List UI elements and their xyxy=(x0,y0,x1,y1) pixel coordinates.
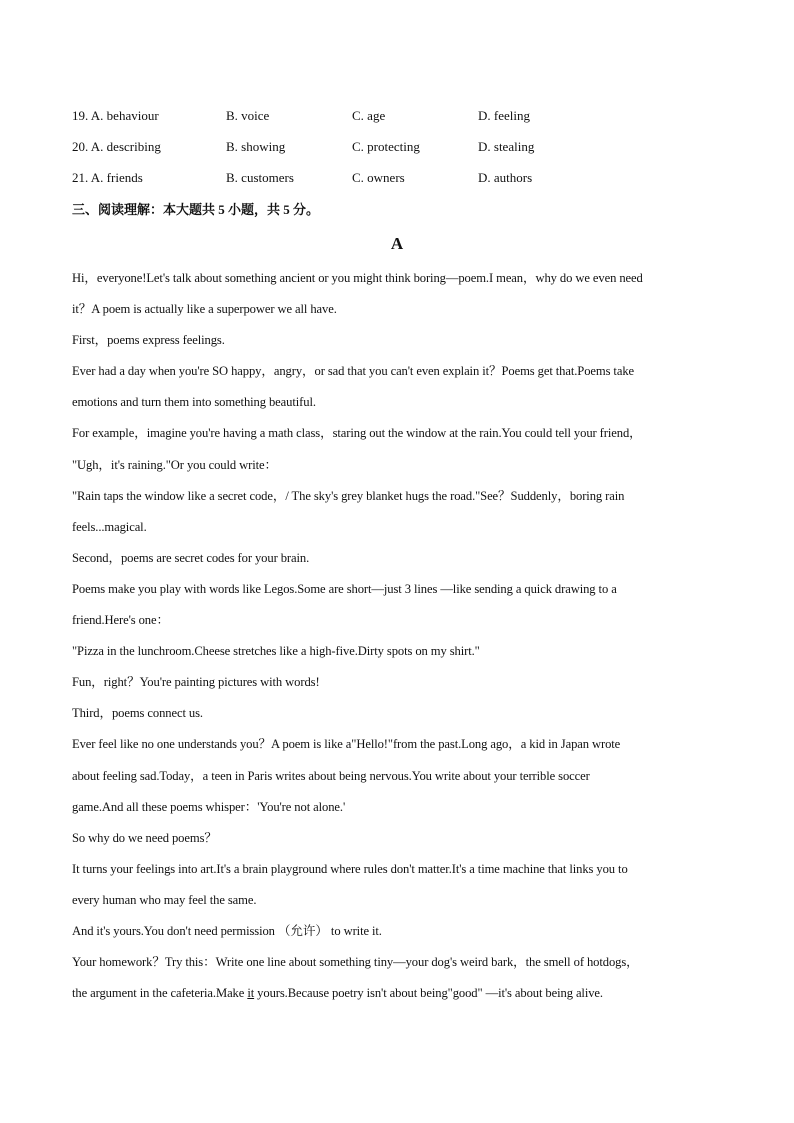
option-c: C. age xyxy=(352,107,386,123)
passage-body xyxy=(72,263,722,1009)
option-a: 19. A. behaviour xyxy=(72,107,159,123)
passage-line: every human who may feel the same. xyxy=(72,892,257,907)
question-20-options xyxy=(72,131,722,162)
passage-line: it？A poem is actually like a superpower we all have. xyxy=(72,302,337,317)
line-text-before: the argument in the cafeteria.Make xyxy=(72,986,248,1001)
passage-line: game.And all these poems whisper：'You're not alone.' xyxy=(72,799,346,814)
section-heading: 三、阅读理解：本大题共 5 小题，共 5 分。 xyxy=(72,202,320,217)
passage-line: Second，poems are secret codes for your brain. xyxy=(72,550,310,565)
passage-line: Fun，right？You're painting pictures with words! xyxy=(72,675,320,690)
passage-line: For example，imagine you're having a math class，staring out the window at the rain.You could tell your friend， xyxy=(72,426,642,441)
line-text-after: yours.Because poetry isn't about being"good" —it's about being alive. xyxy=(254,986,603,1001)
passage-line: Your homework？Try this：Write one line about something tiny—your dog's weird bark，the smell of hotdogs， xyxy=(72,955,639,970)
option-a: 20. A. describing xyxy=(72,138,161,154)
passage-line: First，poems express feelings. xyxy=(72,333,225,348)
passage-line: It turns your feelings into art.It's a brain playground where rules don't matter.It's a time machine that links you to xyxy=(72,861,628,876)
passage-line: And it's yours.You don't need permission （允许） to write it. xyxy=(72,923,382,938)
passage-line: Ever had a day when you're SO happy，angry，or sad that you can't even explain it？Poems get that.Poems take xyxy=(72,364,635,379)
passage-line: Third，poems connect us. xyxy=(72,706,203,721)
option-a: 21. A. friends xyxy=(72,169,143,185)
passage-line: "Ugh，it's raining."Or you could write： xyxy=(72,457,277,472)
option-b: B. voice xyxy=(226,107,270,123)
option-b: B. customers xyxy=(226,169,294,185)
passage-line: "Rain taps the window like a secret code，/ The sky's grey blanket hugs the road."See？Suddenly，boring rain xyxy=(72,488,625,503)
passage-last-line xyxy=(72,978,722,1009)
option-c: C. protecting xyxy=(352,138,420,154)
passage-line: "Pizza in the lunchroom.Cheese stretches like a high-five.Dirty spots on my shirt." xyxy=(72,644,480,659)
question-21-options xyxy=(72,162,722,193)
question-19-options xyxy=(72,100,722,131)
option-d: D. stealing xyxy=(478,138,535,154)
option-d: D. authors xyxy=(478,169,533,185)
passage-line: emotions and turn them into something beautiful. xyxy=(72,395,316,410)
passage-line: So why do we need poems？ xyxy=(72,830,217,845)
passage-line: friend.Here's one： xyxy=(72,613,169,628)
passage-line: feels...magical. xyxy=(72,519,147,534)
passage-line: Hi，everyone!Let's talk about something ancient or you might think boring—poem.I mean，why do we even need xyxy=(72,271,643,285)
passage-line: Ever feel like no one understands you？A poem is like a"Hello!"from the past.Long ago，a kid in Japan wrote xyxy=(72,737,621,752)
option-b: B. showing xyxy=(226,138,286,154)
option-d: D. feeling xyxy=(478,107,530,123)
passage-title: A xyxy=(390,234,404,253)
underlined-word: it xyxy=(247,986,255,1001)
exam-page xyxy=(72,100,722,1009)
options-block xyxy=(72,100,722,193)
passage-line: about feeling sad.Today，a teen in Paris writes about being nervous.You write about your terrible soccer xyxy=(72,768,590,783)
option-c: C. owners xyxy=(352,169,405,185)
passage-line: Poems make you play with words like Legos.Some are short—just 3 lines —like sending a quick drawing to a xyxy=(72,581,617,596)
